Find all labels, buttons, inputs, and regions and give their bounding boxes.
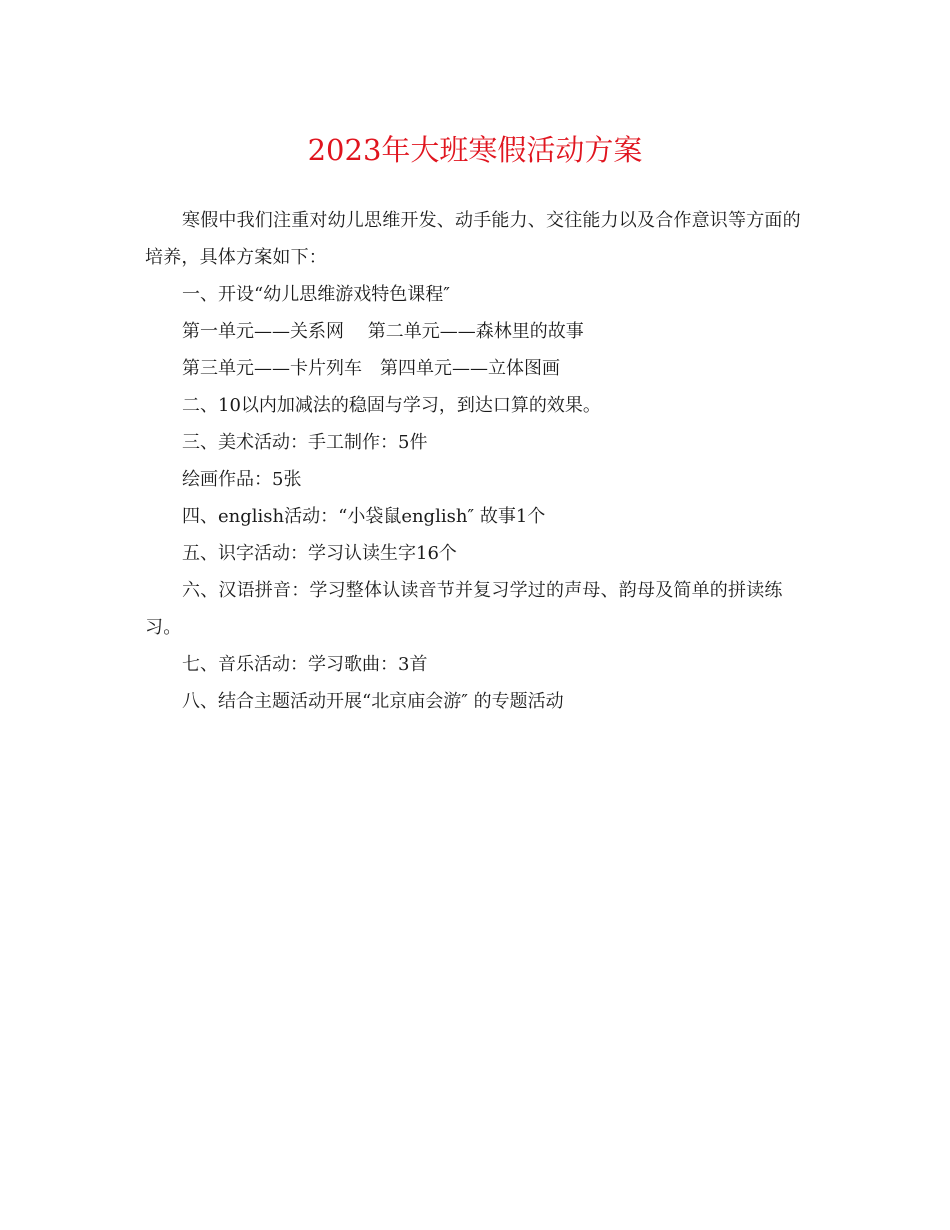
document-body	[145, 202, 807, 720]
paragraph-units-1-2: 第一单元——关系网 第二单元——森林里的故事	[182, 321, 584, 342]
paragraph-item-5: 五、识字活动：学习认读生字16个	[182, 543, 457, 564]
paragraph-item-1: 一、开设“幼儿思维游戏特色课程″	[182, 284, 450, 305]
paragraph-units-3-4: 第三单元——卡片列车 第四单元——立体图画	[182, 358, 560, 379]
paragraph-item-3: 三、美术活动：手工制作：5件	[182, 432, 428, 453]
paragraph-painting: 绘画作品：5张	[182, 469, 302, 490]
paragraph-item-6: 六、汉语拼音：学习整体认读音节并复习学过的声母、韵母及简单的拼读练习。	[145, 580, 783, 638]
paragraph-item-2: 二、10以内加减法的稳固与学习，到达口算的效果。	[182, 395, 601, 416]
paragraph-intro: 寒假中我们注重对幼儿思维开发、动手能力、交往能力以及合作意识等方面的培养，具体方案如下：	[145, 210, 801, 268]
paragraph-item-8: 八、结合主题活动开展“北京庙会游″ 的专题活动	[182, 691, 564, 712]
paragraph-item-7: 七、音乐活动：学习歌曲：3首	[182, 654, 428, 675]
paragraph-item-4: 四、english活动：“小袋鼠english″ 故事1个	[182, 506, 546, 527]
document-title: 2023年大班寒假活动方案	[307, 133, 643, 167]
